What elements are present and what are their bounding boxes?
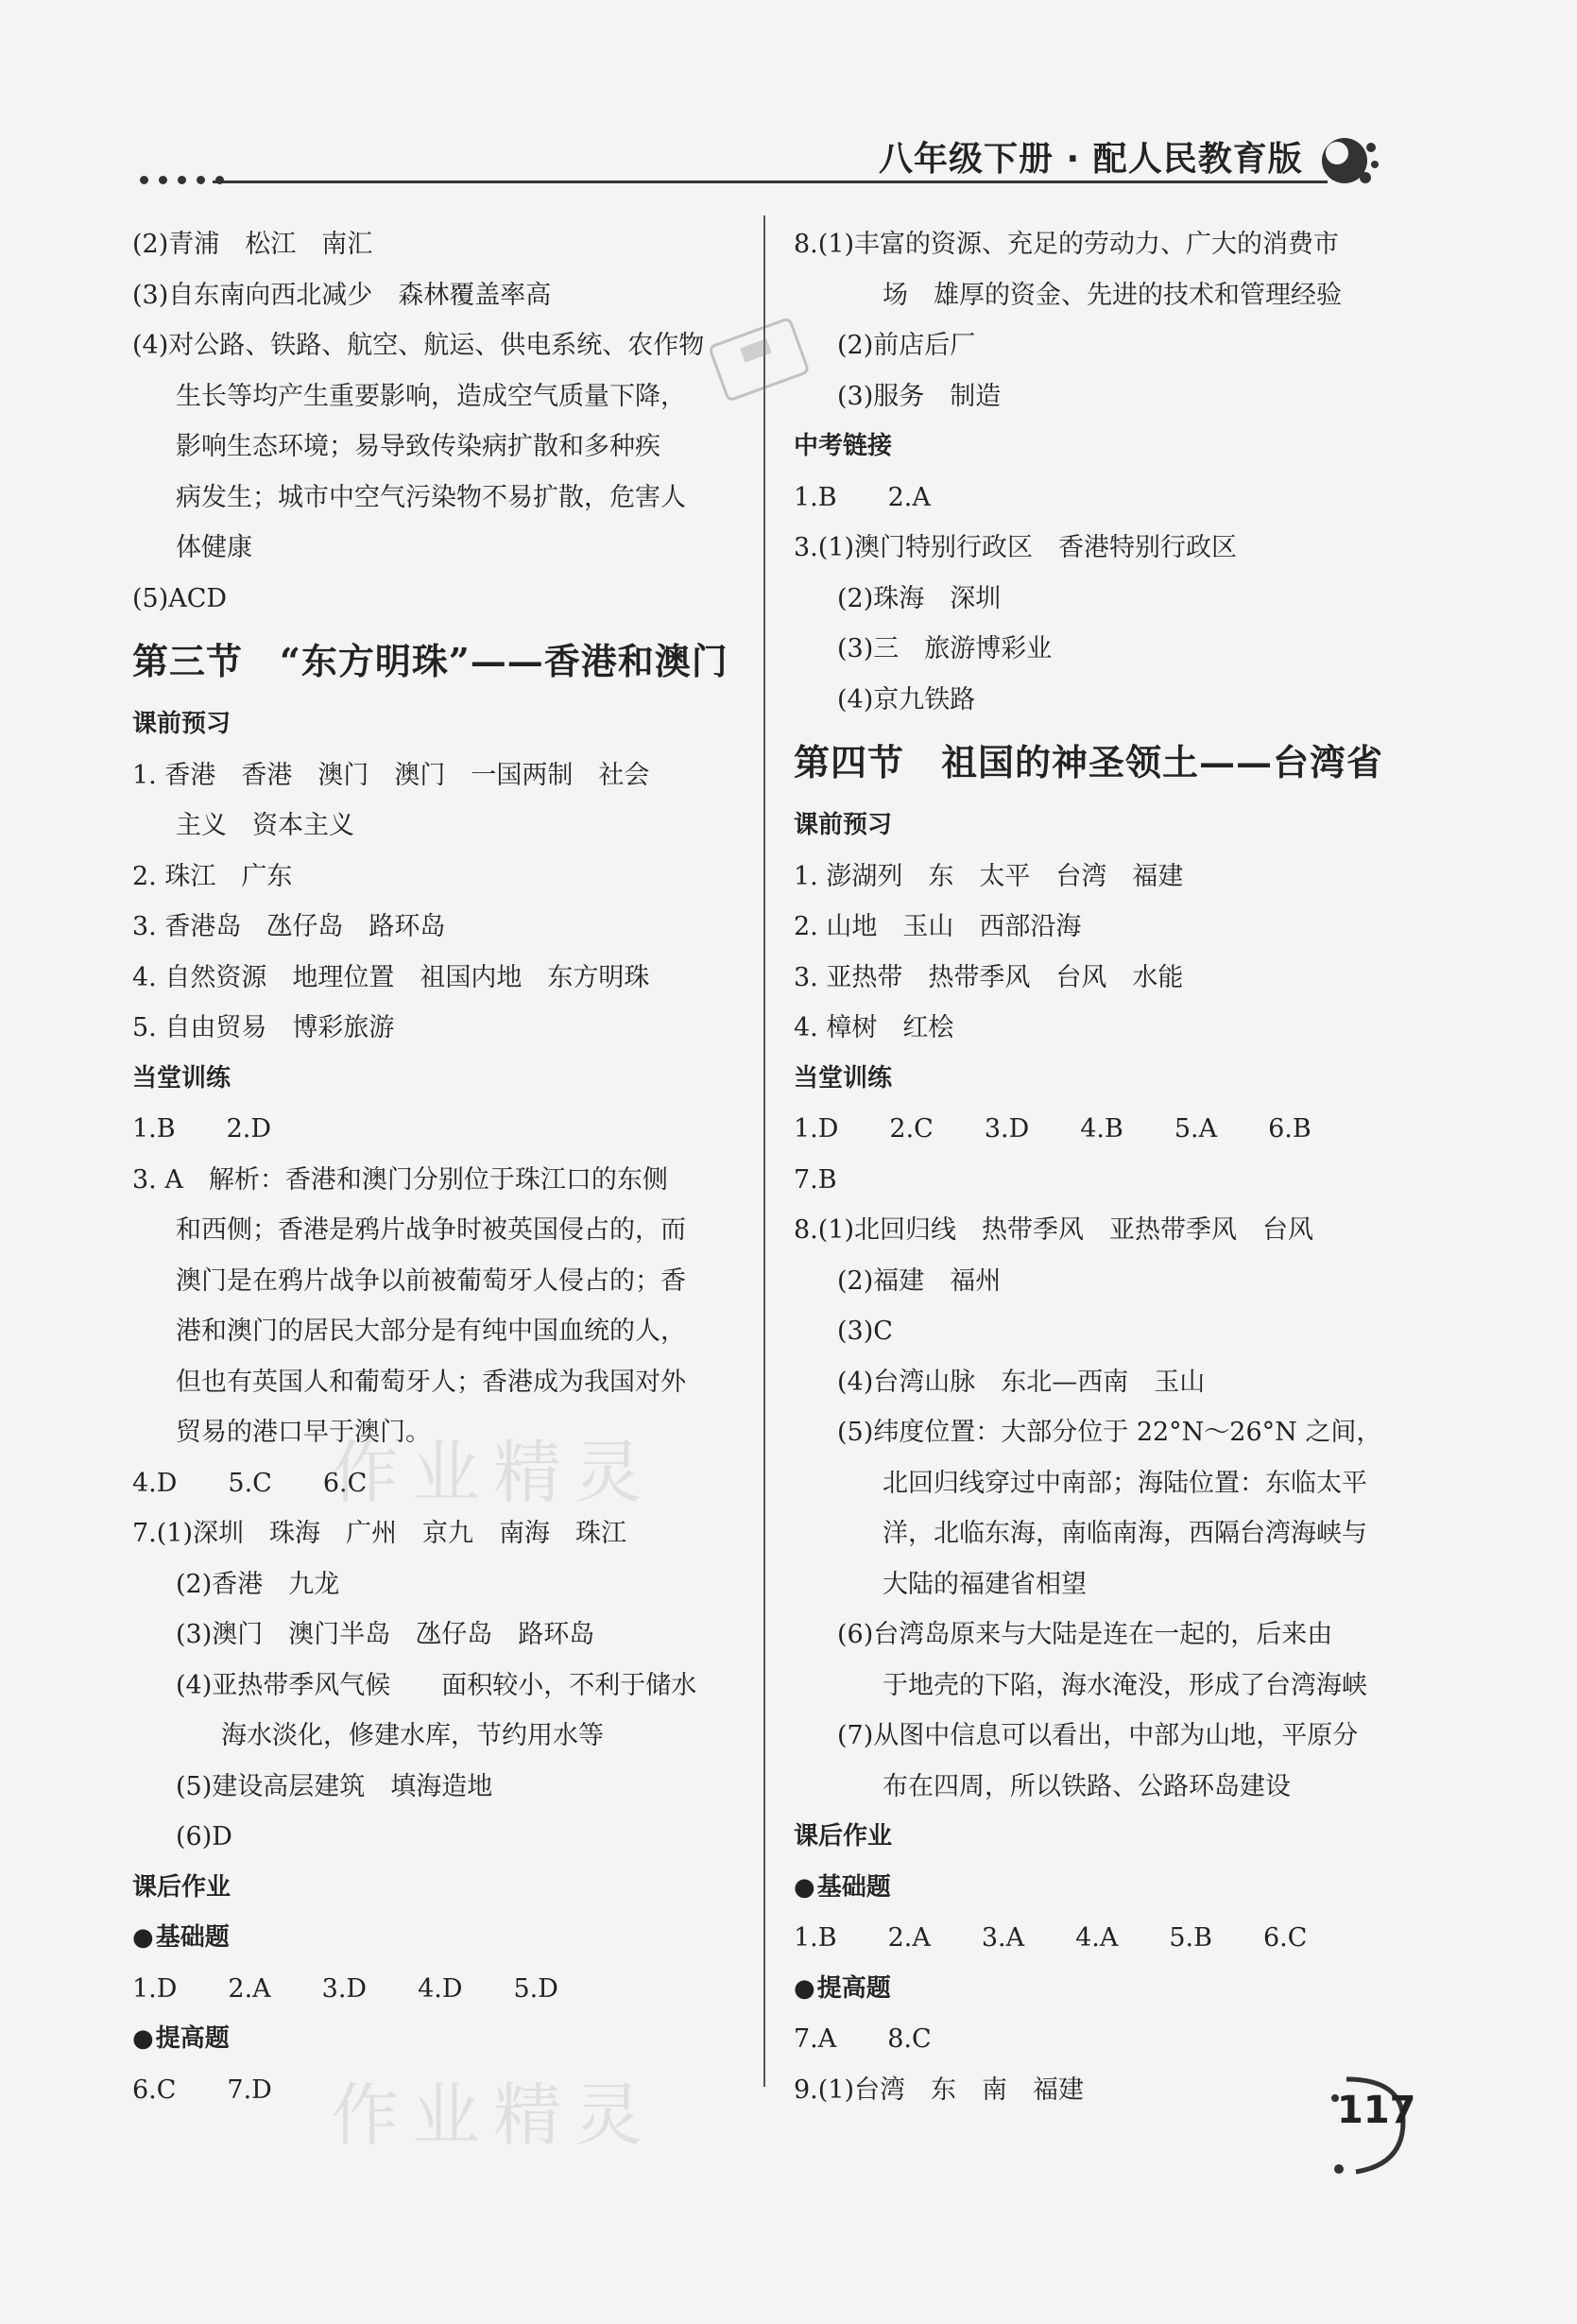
answer-subitem: (2)珠海 深圳 bbox=[837, 583, 1002, 613]
answer-line: 1. 香港 香港 澳门 澳门 一国两制 社会 bbox=[132, 760, 650, 790]
answer-line: 4. 自然资源 地理位置 祖国内地 东方明珠 bbox=[132, 962, 650, 992]
answer-subitem: (2)福建 福州 bbox=[837, 1265, 1002, 1296]
subsection-heading: 课后作业 bbox=[794, 1822, 893, 1851]
answer-line: (5)ACD bbox=[132, 583, 228, 613]
answer-subitem-continued: 布在四周，所以铁路、公路环岛建设 bbox=[883, 1771, 1291, 1801]
subsection-heading: 课后作业 bbox=[132, 1872, 231, 1902]
answer-subitem: (4)台湾山脉 东北—西南 玉山 bbox=[837, 1367, 1206, 1397]
header-dots bbox=[140, 176, 224, 184]
answer-line: 3. 香港岛 氹仔岛 路环岛 bbox=[132, 912, 446, 941]
answer-line: 3.(1)澳门特别行政区 香港特别行政区 bbox=[794, 533, 1238, 562]
header-logo-icon bbox=[1309, 123, 1384, 198]
subsection-heading: 课前预习 bbox=[794, 811, 893, 839]
answer-line: 5. 自由贸易 博彩旅游 bbox=[132, 1013, 395, 1042]
answer-line-continued: 澳门是在鸦片战争以前被葡萄牙人侵占的；香 bbox=[176, 1265, 686, 1296]
answer-line: 1.D 2.C 3.D 4.B 5.A 6.B bbox=[794, 1114, 1311, 1144]
page-number: 117 bbox=[1337, 2089, 1416, 2132]
left-column bbox=[132, 219, 756, 2115]
answer-subitem: (2)香港 九龙 bbox=[176, 1569, 340, 1599]
section-heading: 第四节 祖国的神圣领土——台湾省 bbox=[794, 741, 1384, 783]
answer-subitem: (5)纬度位置：大部分位于 22°N～26°N 之间， bbox=[837, 1418, 1382, 1447]
answer-line: 3. 亚热带 热带季风 台风 水能 bbox=[794, 962, 1184, 992]
subsection-heading: 中考链接 bbox=[794, 432, 893, 460]
question-group-label: ● 提高题 bbox=[794, 1964, 1417, 2015]
answer-line: (3)自东南向西北减少 森林覆盖率高 bbox=[132, 280, 552, 310]
answer-line: 1. 澎湖列 东 太平 台湾 福建 bbox=[794, 861, 1184, 891]
header-rule bbox=[213, 181, 1328, 183]
answer-line-continued: 病发生；城市中空气污染物不易扩散，危害人 bbox=[176, 482, 686, 512]
answer-subitem-continued: 洋，北临东海，南临南海，西隔台湾海峡与 bbox=[883, 1519, 1367, 1548]
answer-line-continued: 体健康 bbox=[176, 533, 252, 562]
answer-subitem: (3)C bbox=[837, 1317, 893, 1346]
section-heading: 第三节 “东方明珠”——香港和澳门 bbox=[132, 640, 729, 682]
answer-line: 7.B bbox=[794, 1164, 837, 1195]
question-group-label: ● 基础题 bbox=[794, 1863, 1417, 1914]
stamp-icon bbox=[699, 302, 822, 425]
answer-line-continued: 贸易的港口早于澳门。 bbox=[176, 1418, 431, 1447]
header-title: 八年级下册 · 配人民教育版 bbox=[879, 140, 1303, 179]
answer-line: 9.(1)台湾 东 南 福建 bbox=[794, 2074, 1085, 2105]
answer-line: 4.D 5.C 6.C bbox=[132, 1468, 368, 1498]
answer-line-continued: 影响生态环境；易导致传染病扩散和多种疾 bbox=[176, 432, 660, 461]
answer-subitem: (3)澳门 澳门半岛 氹仔岛 路环岛 bbox=[176, 1620, 595, 1649]
watermark: 作业精灵 bbox=[331, 2075, 657, 2155]
answer-line: 6.C 7.D bbox=[132, 2074, 272, 2105]
answer-subitem-continued: 场 雄厚的资金、先进的技术和管理经验 bbox=[883, 280, 1342, 310]
answer-subitem-continued: 海水淡化，修建水库，节约用水等 bbox=[221, 1721, 604, 1750]
answer-subitem: (2)前店后厂 bbox=[837, 331, 976, 360]
answer-subitem-continued: 大陆的福建省相望 bbox=[883, 1569, 1087, 1599]
answer-subitem: (4)亚热带季风气候 面积较小，不利于储水 bbox=[176, 1670, 697, 1700]
question-group-label: ● 提高题 bbox=[132, 2014, 756, 2065]
answer-line: (2)青浦 松江 南汇 bbox=[132, 230, 373, 259]
answer-subitem: (3)三 旅游博彩业 bbox=[837, 634, 1053, 663]
answer-line-continued: 主义 资本主义 bbox=[176, 811, 354, 840]
subsection-heading: 当堂训练 bbox=[132, 1063, 231, 1093]
answer-subitem: (4)京九铁路 bbox=[837, 684, 976, 714]
answer-line: 1.B 2.D bbox=[132, 1114, 272, 1144]
answer-line: 2. 珠江 广东 bbox=[132, 861, 293, 891]
answer-line-continued: 生长等均产生重要影响，造成空气质量下降， bbox=[176, 381, 686, 411]
answer-line-continued: 和西侧；香港是鸦片战争时被英国侵占的，而 bbox=[176, 1215, 686, 1245]
answer-line: 1.B 2.A 3.A 4.A 5.B 6.C bbox=[794, 1923, 1308, 1953]
answer-subitem: (7)从图中信息可以看出，中部为山地，平原分 bbox=[837, 1721, 1359, 1750]
answer-subitem: (6)D bbox=[176, 1822, 232, 1851]
question-group-label: ● 基础题 bbox=[132, 1913, 756, 1964]
answer-line: 7.A 8.C bbox=[794, 2024, 932, 2054]
subsection-heading: 当堂训练 bbox=[794, 1063, 893, 1093]
answer-line: 2. 山地 玉山 西部沿海 bbox=[794, 912, 1082, 941]
answer-line: 1.B 2.A bbox=[794, 482, 931, 512]
answer-line-continued: 但也有英国人和葡萄牙人；香港成为我国对外 bbox=[176, 1367, 686, 1397]
answer-line: 8.(1)北回归线 热带季风 亚热带季风 台风 bbox=[794, 1215, 1314, 1245]
answer-line-continued: 港和澳门的居民大部分是有纯中国血统的人， bbox=[176, 1317, 686, 1346]
answer-subitem: (3)服务 制造 bbox=[837, 381, 1002, 411]
watermark: 作业精灵 bbox=[331, 1433, 657, 1512]
right-column bbox=[794, 219, 1417, 2115]
answer-line: 1.D 2.A 3.D 4.D 5.D bbox=[132, 1973, 558, 2004]
answer-subitem-continued: 北回归线穿过中南部；海陆位置：东临太平 bbox=[883, 1468, 1367, 1498]
subsection-heading: 课前预习 bbox=[132, 710, 231, 738]
answer-line: 8.(1)丰富的资源、充足的劳动力、广大的消费市 bbox=[794, 230, 1340, 259]
answer-subitem: (5)建设高层建筑 填海造地 bbox=[176, 1771, 493, 1801]
answer-subitem-continued: 于地壳的下陷，海水淹没，形成了台湾海峡 bbox=[883, 1670, 1367, 1700]
answer-line: 3. A 解析：香港和澳门分别位于珠江口的东侧 bbox=[132, 1164, 668, 1195]
column-divider bbox=[763, 215, 765, 2087]
answer-line: 7.(1)深圳 珠海 广州 京九 南海 珠江 bbox=[132, 1519, 627, 1548]
answer-line: 4. 樟树 红桧 bbox=[794, 1013, 954, 1042]
answer-line: (4)对公路、铁路、航空、航运、供电系统、农作物 bbox=[132, 331, 705, 360]
answer-subitem: (6)台湾岛原来与大陆是连在一起的，后来由 bbox=[837, 1620, 1333, 1649]
